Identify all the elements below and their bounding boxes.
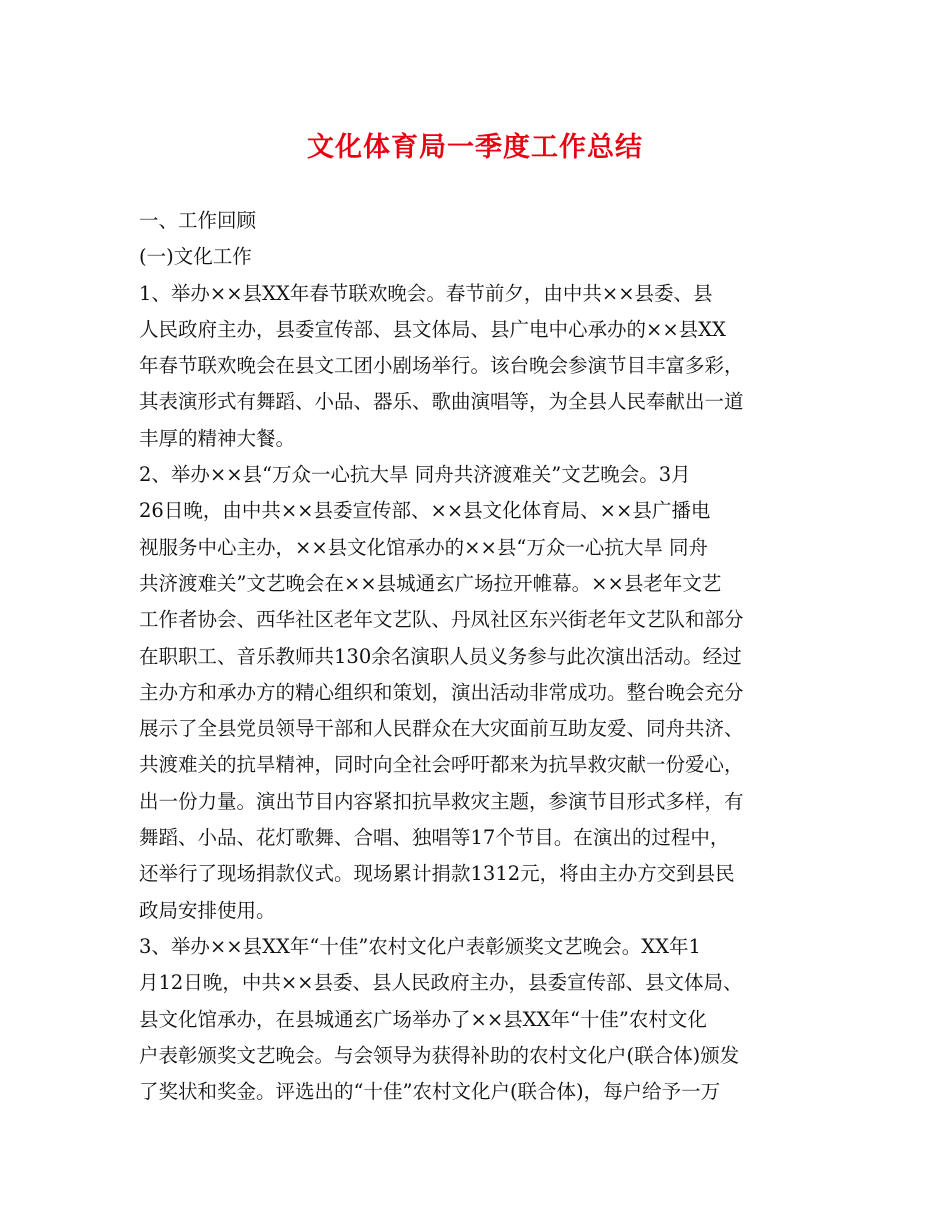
text-line: (一)文化工作 bbox=[139, 245, 252, 269]
document-title: 文化体育局一季度工作总结 bbox=[307, 132, 643, 163]
text-line: 还举行了现场捐款仪式。现场累计捐款1312元，将由主办方交到县民 bbox=[139, 862, 735, 886]
text-line: 出一份力量。演出节目内容紧扣抗旱救灾主题，参演节目形式多样，有 bbox=[139, 789, 744, 813]
document-body bbox=[139, 203, 814, 1110]
text-line: 县文化馆承办，在县城通玄广场举办了××县XX年“十佳”农村文化 bbox=[139, 1007, 707, 1031]
text-line: 户表彰颁奖文艺晚会。与会领导为获得补助的农村文化户(联合体)颁发 bbox=[139, 1043, 740, 1067]
text-line: 主办方和承办方的精心组织和策划，演出活动非常成功。整台晚会充分 bbox=[139, 680, 744, 704]
text-line: 了奖状和奖金。评选出的“十佳”农村文化户(联合体)，每户给予一万 bbox=[139, 1080, 721, 1104]
text-line: 人民政府主办，县委宣传部、县文体局、县广电中心承办的××县XX bbox=[139, 317, 726, 341]
text-line: 3、举办××县XX年“十佳”农村文化户表彰颁奖文艺晚会。XX年1 bbox=[139, 934, 701, 958]
text-line: 视服务中心主办，××县文化馆承办的××县“万众一心抗大旱 同舟 bbox=[139, 535, 709, 559]
text-line: 舞蹈、小品、花灯歌舞、合唱、独唱等17个节目。在演出的过程中， bbox=[139, 826, 730, 850]
text-line: 1、举办××县XX年春节联欢晚会。春节前夕，由中共××县委、县 bbox=[139, 281, 713, 305]
text-line: 工作者协会、西华社区老年文艺队、丹凤社区东兴街老年文艺队和部分 bbox=[139, 608, 744, 632]
text-line: 其表演形式有舞蹈、小品、器乐、歌曲演唱等，为全县人民奉献出一道 bbox=[139, 390, 744, 414]
text-line: 丰厚的精神大餐。 bbox=[139, 426, 296, 450]
text-line: 共渡难关的抗旱精神，同时向全社会呼吁都来为抗旱救灾献一份爱心， bbox=[139, 753, 744, 777]
text-line: 26日晚，由中共××县委宣传部、××县文化体育局、××县广播电 bbox=[139, 499, 711, 523]
text-line: 展示了全县党员领导干部和人民群众在大灾面前互助友爱、同舟共济、 bbox=[139, 717, 744, 741]
text-line: 年春节联欢晚会在县文工团小剧场举行。该台晚会参演节目丰富多彩， bbox=[139, 354, 744, 378]
text-line: 2、举办××县“万众一心抗大旱 同舟共济渡难关”文艺晚会。3月 bbox=[139, 463, 691, 487]
text-line: 政局安排使用。 bbox=[139, 898, 276, 922]
text-line: 在职职工、音乐教师共130余名演职人员义务参与此次演出活动。经过 bbox=[139, 644, 742, 668]
text-line: 共济渡难关”文艺晚会在××县城通玄广场拉开帷幕。××县老年文艺 bbox=[139, 571, 722, 595]
text-line: 一、工作回顾 bbox=[139, 209, 257, 232]
text-line: 月12日晚，中共××县委、县人民政府主办，县委宣传部、县文体局、 bbox=[139, 971, 743, 995]
